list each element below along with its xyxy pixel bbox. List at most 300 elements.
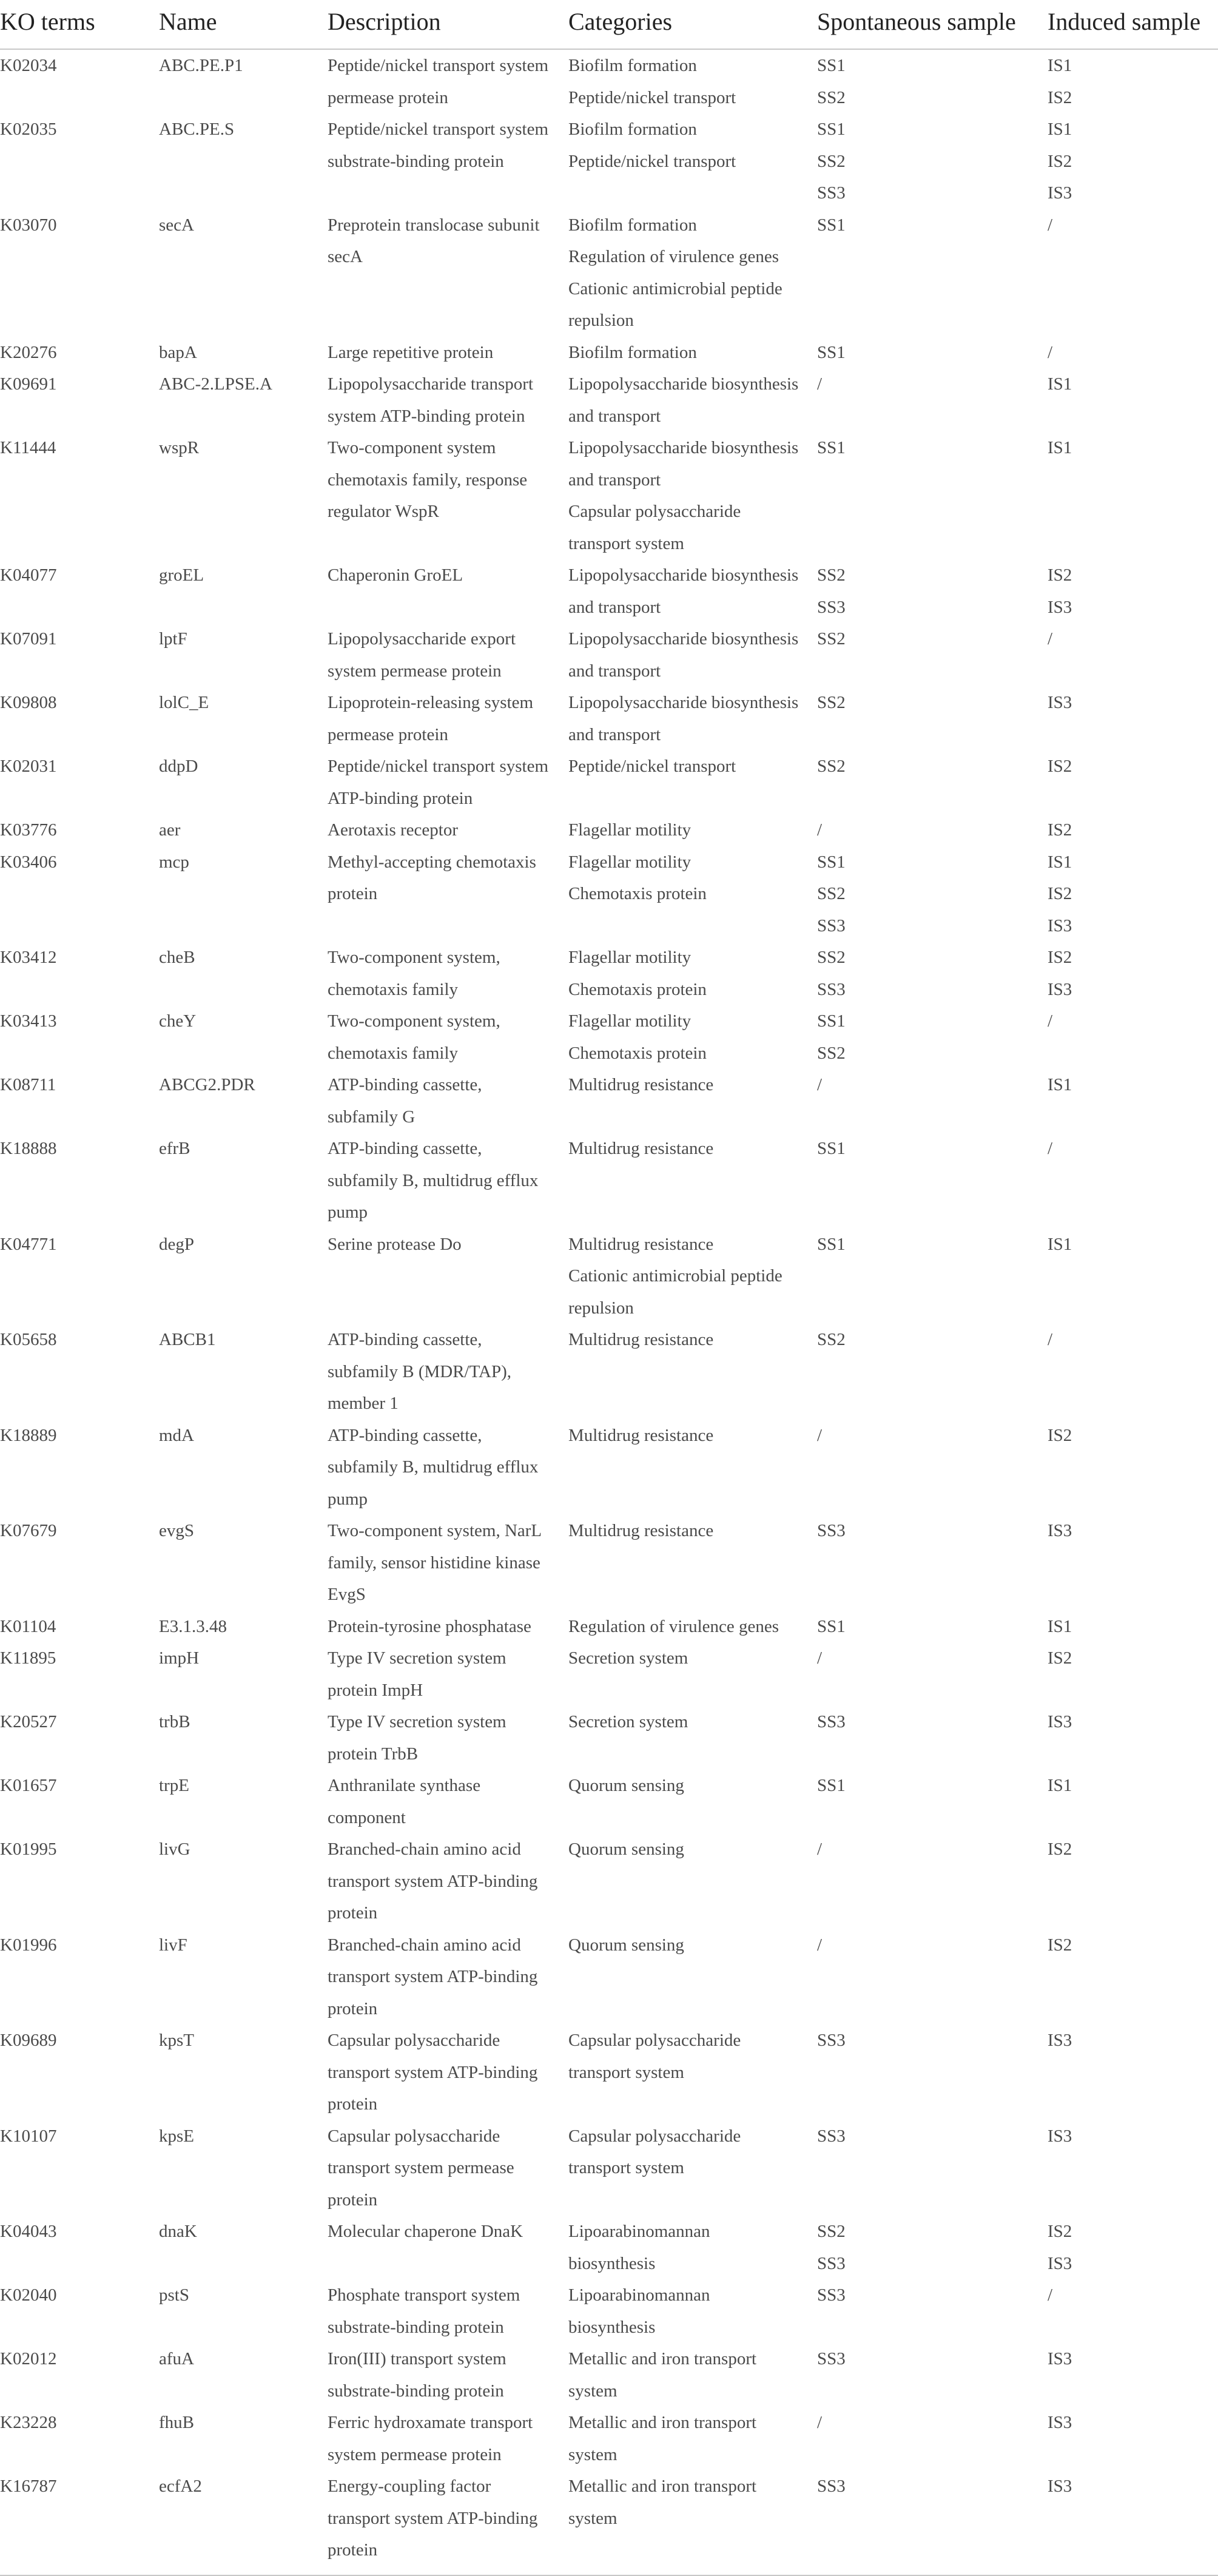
table-row (0, 1324, 1218, 1420)
cell-line: / (1048, 1330, 1053, 1349)
cell-line: Branched-chain amino acid (328, 1839, 521, 1859)
table-row (0, 1005, 1218, 1069)
cell-ko-term (0, 1069, 56, 1101)
cell-induced-sample (1048, 368, 1072, 400)
cell-line: protein ImpH (328, 1680, 423, 1700)
cell-line: / (817, 1075, 823, 1094)
cell-line: IS1 (1048, 1616, 1072, 1636)
cell-line: substrate-binding protein (328, 2381, 504, 2401)
cell-gene-name (159, 1515, 194, 1547)
cell-line: ATP-binding cassette, (328, 1075, 482, 1094)
cell-spontaneous-sample (817, 1515, 846, 1547)
cell-line: EvgS (328, 1585, 366, 1604)
cell-line: secA (159, 215, 194, 235)
cell-induced-sample (1048, 2120, 1072, 2153)
cell-line: Chemotaxis protein (568, 884, 707, 903)
cell-line: Multidrug resistance (568, 1234, 714, 1254)
cell-line: ATP-binding cassette, (328, 1425, 482, 1445)
cell-line: / (1048, 629, 1053, 649)
cell-line: Multidrug resistance (568, 1330, 714, 1349)
cell-line: K11895 (0, 1648, 56, 1668)
cell-line: permease protein (328, 724, 448, 744)
cell-line: protein (328, 2094, 378, 2114)
cell-spontaneous-sample (817, 623, 846, 655)
table-row (0, 2279, 1218, 2343)
cell-line: SS1 (817, 1011, 846, 1031)
cell-spontaneous-sample (817, 2407, 822, 2439)
cell-line: / (817, 374, 823, 394)
cell-line: K10107 (0, 2126, 57, 2146)
cell-induced-sample (1048, 1833, 1072, 1866)
cell-line: IS1 (1048, 56, 1072, 75)
cell-gene-name (159, 623, 187, 655)
cell-ko-term (0, 209, 56, 241)
cell-categories (568, 1133, 713, 1165)
cell-description (328, 814, 458, 846)
cell-ko-term (0, 559, 56, 592)
cell-line: system permease protein (328, 2444, 502, 2464)
cell-line: SS2 (817, 757, 846, 776)
cell-ko-term (0, 623, 56, 655)
cell-line: family, sensor histidine kinase (328, 1553, 540, 1573)
cell-line: biosynthesis (568, 2253, 656, 2273)
cell-categories (568, 1642, 688, 1674)
cell-line: Metallic and iron transport (568, 2413, 757, 2432)
cell-line: system (568, 2508, 617, 2528)
cell-ko-term (0, 1515, 56, 1547)
cell-line: K01657 (0, 1776, 57, 1795)
cell-line: mcp (159, 852, 189, 872)
cell-line: ABCB1 (159, 1330, 216, 1349)
cell-ko-term (0, 687, 56, 719)
cell-line: ddpD (159, 757, 198, 776)
cell-line: Multidrug resistance (568, 1521, 714, 1540)
cell-line: subfamily G (328, 1107, 416, 1127)
cell-line: K16787 (0, 2477, 57, 2496)
cell-line: K07091 (0, 629, 57, 649)
cell-line: ABC-2.LPSE.A (159, 374, 272, 394)
cell-line: and transport (568, 406, 661, 426)
cell-line: subfamily B, multidrug efflux (328, 1457, 539, 1477)
table-row (0, 2216, 1218, 2279)
cell-line: SS3 (817, 2253, 846, 2273)
cell-line: Lipoarabinomannan (568, 2222, 710, 2241)
cell-line: Protein-tyrosine phosphatase (328, 1616, 531, 1636)
cell-line: Flagellar motility (568, 820, 691, 840)
table-row (0, 1515, 1218, 1611)
cell-line: Capsular polysaccharide (568, 2126, 741, 2146)
cell-description (328, 368, 533, 432)
cell-line: SS1 (817, 120, 846, 139)
cell-ko-term (0, 2470, 56, 2503)
cell-line: pstS (159, 2285, 189, 2305)
cell-line: Lipoprotein-releasing system (328, 693, 534, 712)
cell-categories (568, 559, 798, 623)
cell-description (328, 432, 527, 528)
cell-line: IS2 (1048, 1935, 1072, 1955)
cell-line: Lipopolysaccharide biosynthesis (568, 629, 799, 649)
cell-line: IS2 (1048, 1425, 1072, 1445)
cell-line: SS1 (817, 1139, 846, 1158)
cell-line: K03413 (0, 1011, 57, 1031)
cell-ko-term (0, 1611, 56, 1643)
cell-categories (568, 2343, 756, 2407)
cell-line: SS2 (817, 693, 846, 712)
cell-gene-name (159, 432, 199, 464)
cell-line: SS2 (817, 151, 846, 171)
cell-line: SS1 (817, 56, 846, 75)
cell-line: trbB (159, 1712, 190, 1731)
cell-line: Peptide/nickel transport system (328, 120, 549, 139)
cell-line: Quorum sensing (568, 1839, 684, 1859)
cell-line: / (1048, 1139, 1053, 1158)
cell-line: IS2 (1048, 820, 1072, 840)
table-row (0, 623, 1218, 687)
cell-spontaneous-sample (817, 1229, 846, 1261)
cell-line: / (817, 1839, 823, 1859)
cell-line: protein (328, 1998, 378, 2018)
cell-line: / (817, 820, 823, 840)
cell-line: Quorum sensing (568, 1935, 684, 1955)
cell-line: protein (328, 1903, 378, 1923)
cell-line: IS3 (1048, 1521, 1072, 1540)
cell-line: Lipopolysaccharide transport (328, 374, 534, 394)
cell-ko-term (0, 2120, 56, 2153)
cell-categories (568, 750, 736, 783)
cell-line: Methyl-accepting chemotaxis (328, 852, 536, 872)
cell-line: Lipopolysaccharide biosynthesis (568, 565, 799, 585)
cell-line: SS2 (817, 87, 846, 107)
cell-induced-sample (1048, 2216, 1072, 2279)
cell-line: Regulation of virulence genes (568, 247, 779, 266)
cell-gene-name (159, 942, 195, 974)
cell-categories (568, 1069, 713, 1101)
cell-line: ATP-binding cassette, (328, 1330, 482, 1349)
cell-line: Type IV secretion system (328, 1648, 506, 1668)
cell-line: IS2 (1048, 1648, 1072, 1668)
cell-line: IS3 (1048, 2413, 1072, 2432)
cell-line: E3.1.3.48 (159, 1616, 227, 1636)
cell-spontaneous-sample (817, 846, 846, 942)
cell-ko-term (0, 1420, 56, 1452)
cell-line: component (328, 1807, 406, 1827)
cell-gene-name (159, 1005, 196, 1037)
cell-ko-term (0, 50, 56, 82)
cell-line: system permease protein (328, 661, 502, 681)
cell-line: IS2 (1048, 151, 1072, 171)
cell-spontaneous-sample (817, 1611, 846, 1643)
cell-gene-name (159, 1069, 255, 1101)
cell-categories (568, 337, 697, 369)
cell-gene-name (159, 113, 234, 146)
cell-line: K03776 (0, 820, 57, 840)
cell-line: system (568, 2381, 617, 2401)
cell-categories (568, 1005, 707, 1069)
cell-spontaneous-sample (817, 750, 846, 783)
cell-line: chemotaxis family, response (328, 470, 528, 490)
table-row (0, 2407, 1218, 2470)
cell-gene-name (159, 1833, 190, 1866)
cell-induced-sample (1048, 1770, 1072, 1802)
table-row (0, 1706, 1218, 1770)
cell-description (328, 2407, 533, 2470)
cell-spontaneous-sample (817, 687, 846, 719)
cell-line: / (1048, 342, 1053, 362)
cell-ko-term (0, 1706, 56, 1738)
cell-description (328, 50, 548, 113)
cell-line: ATP-binding protein (328, 788, 473, 808)
cell-spontaneous-sample (817, 1069, 822, 1101)
cell-categories (568, 1420, 713, 1452)
cell-description (328, 1611, 531, 1643)
cell-description (328, 1005, 500, 1069)
cell-gene-name (159, 559, 204, 592)
cell-gene-name (159, 1770, 189, 1802)
cell-line: Type IV secretion system (328, 1712, 506, 1731)
cell-spontaneous-sample (817, 2120, 846, 2153)
cell-ko-term (0, 113, 56, 146)
cell-line: cheY (159, 1011, 197, 1031)
cell-line: SS2 (817, 884, 846, 903)
cell-gene-name (159, 368, 272, 400)
cell-line: K20527 (0, 1712, 57, 1731)
cell-spontaneous-sample (817, 1833, 822, 1866)
cell-categories (568, 623, 798, 687)
cell-description (328, 1642, 506, 1706)
table-row (0, 1642, 1218, 1706)
header-ko-terms: KO terms (0, 8, 95, 35)
cell-line: IS1 (1048, 1075, 1072, 1094)
cell-gene-name (159, 2343, 194, 2375)
cell-line: / (817, 1425, 823, 1445)
header-induced-sample: Induced sample (1048, 8, 1201, 35)
cell-line: K04043 (0, 2222, 57, 2241)
cell-gene-name (159, 1420, 194, 1452)
cell-line: K11444 (0, 438, 56, 457)
cell-line: Regulation of virulence genes (568, 1616, 779, 1636)
cell-gene-name (159, 750, 198, 783)
cell-induced-sample (1048, 2343, 1072, 2375)
cell-description (328, 1706, 506, 1770)
cell-line: K07679 (0, 1521, 57, 1540)
cell-line: Multidrug resistance (568, 1075, 714, 1094)
header-categories: Categories (568, 8, 673, 35)
cell-line: Two-component system, (328, 1011, 500, 1031)
cell-line: SS3 (817, 597, 846, 617)
cell-description (328, 750, 548, 814)
cell-line: K09689 (0, 2031, 57, 2050)
cell-line: afuA (159, 2349, 194, 2369)
cell-description (328, 1929, 537, 2025)
cell-line: Capsular polysaccharide (328, 2126, 500, 2146)
cell-line: SS3 (817, 2285, 846, 2305)
cell-line: K03406 (0, 852, 57, 872)
cell-line: Chemotaxis protein (568, 1043, 707, 1063)
cell-line: SS2 (817, 629, 846, 649)
cell-line: Branched-chain amino acid (328, 1935, 521, 1955)
cell-ko-term (0, 814, 56, 846)
cell-line: mdA (159, 1425, 194, 1445)
cell-line: SS1 (817, 1234, 846, 1254)
cell-spontaneous-sample (817, 1770, 846, 1802)
cell-line: wspR (159, 438, 200, 457)
cell-line: K02034 (0, 56, 57, 75)
cell-ko-term (0, 2279, 56, 2311)
cell-gene-name (159, 337, 197, 369)
cell-line: / (1048, 1011, 1053, 1031)
table-row (0, 846, 1218, 942)
cell-line: IS3 (1048, 915, 1072, 936)
cell-line: Molecular chaperone DnaK (328, 2222, 523, 2241)
cell-spontaneous-sample (817, 1005, 846, 1069)
cell-induced-sample (1048, 2407, 1072, 2439)
table-row (0, 2470, 1218, 2566)
cell-gene-name (159, 814, 180, 846)
cell-spontaneous-sample (817, 337, 846, 369)
cell-line: IS2 (1048, 87, 1072, 107)
cell-line: fhuB (159, 2413, 194, 2432)
cell-line: bapA (159, 342, 197, 362)
cell-line: Preprotein translocase subunit (328, 215, 540, 235)
cell-line: Cationic antimicrobial peptide (568, 278, 782, 298)
cell-line: subfamily B, multidrug efflux (328, 1170, 539, 1190)
table-row (0, 50, 1218, 113)
cell-line: ATP-binding cassette, (328, 1139, 482, 1158)
cell-line: Lipopolysaccharide biosynthesis (568, 693, 799, 712)
cell-line: IS1 (1048, 374, 1072, 394)
cell-spontaneous-sample (817, 2025, 846, 2057)
cell-induced-sample (1048, 814, 1072, 846)
cell-line: and transport (568, 661, 661, 681)
cell-line: IS2 (1048, 565, 1072, 585)
cell-line: IS3 (1048, 2126, 1072, 2146)
cell-line: aer (159, 820, 181, 840)
cell-line: IS2 (1048, 757, 1072, 776)
cell-line: livF (159, 1935, 187, 1955)
cell-categories (568, 1611, 779, 1643)
cell-categories (568, 1770, 684, 1802)
table-row (0, 687, 1218, 750)
cell-line: biosynthesis (568, 2317, 656, 2337)
cell-line: substrate-binding protein (328, 151, 504, 171)
cell-line: K08711 (0, 1075, 56, 1094)
cell-ko-term (0, 942, 56, 974)
cell-line: pump (328, 1489, 368, 1509)
cell-line: chemotaxis family (328, 1043, 459, 1063)
cell-induced-sample (1048, 50, 1072, 113)
cell-spontaneous-sample (817, 2343, 846, 2375)
cell-induced-sample (1048, 337, 1052, 369)
cell-line: trpE (159, 1776, 189, 1795)
header-name: Name (159, 8, 217, 35)
cell-description (328, 113, 548, 177)
cell-line: Peptide/nickel transport system (328, 56, 549, 75)
cell-induced-sample (1048, 1324, 1052, 1356)
cell-line: Capsular polysaccharide (328, 2031, 500, 2050)
cell-line: protein (328, 2190, 378, 2210)
cell-description (328, 209, 540, 273)
cell-categories (568, 942, 707, 1005)
cell-ko-term (0, 368, 56, 400)
cell-line: transport system (568, 2062, 684, 2082)
cell-line: / (817, 2413, 823, 2432)
cell-line: K23228 (0, 2413, 57, 2432)
cell-line: transport system ATP-binding (328, 2508, 538, 2528)
cell-categories (568, 2120, 741, 2184)
cell-ko-term (0, 846, 56, 878)
cell-induced-sample (1048, 687, 1072, 719)
cell-line: IS1 (1048, 1776, 1072, 1795)
cell-line: cheB (159, 948, 195, 967)
cell-induced-sample (1048, 1929, 1072, 1961)
cell-spontaneous-sample (817, 814, 822, 846)
cell-line: efrB (159, 1139, 190, 1158)
cell-spontaneous-sample (817, 1642, 822, 1674)
cell-line: Quorum sensing (568, 1776, 684, 1795)
cell-ko-term (0, 2025, 56, 2057)
cell-induced-sample (1048, 1642, 1072, 1674)
cell-ko-term (0, 1005, 56, 1037)
cell-line: Anthranilate synthase (328, 1776, 481, 1795)
cell-induced-sample (1048, 2470, 1072, 2503)
table-row (0, 368, 1218, 432)
cell-line: K04771 (0, 1234, 57, 1254)
cell-line: livG (159, 1839, 190, 1859)
cell-induced-sample (1048, 942, 1072, 1005)
cell-line: SS1 (817, 1616, 846, 1636)
cell-description (328, 1324, 511, 1420)
cell-categories (568, 1929, 684, 1961)
cell-line: protein (328, 2540, 378, 2560)
table-row (0, 113, 1218, 209)
cell-line: Biofilm formation (568, 56, 697, 75)
cell-description (328, 2279, 520, 2343)
cell-line: Two-component system, NarL (328, 1521, 542, 1540)
cell-spontaneous-sample (817, 2279, 846, 2311)
cell-line: SS3 (817, 2126, 846, 2146)
cell-line: SS1 (817, 215, 846, 235)
cell-line: SS1 (817, 342, 846, 362)
cell-line: K01995 (0, 1839, 57, 1859)
cell-line: SS3 (817, 183, 846, 203)
cell-description (328, 1133, 538, 1229)
table-row (0, 750, 1218, 814)
cell-line: Multidrug resistance (568, 1139, 714, 1158)
cell-description (328, 1420, 538, 1516)
cell-line: K02035 (0, 120, 57, 139)
cell-line: Capsular polysaccharide (568, 502, 741, 521)
cell-line: SS1 (817, 438, 846, 457)
cell-induced-sample (1048, 2279, 1052, 2311)
cell-description (328, 2470, 537, 2566)
cell-line: K20276 (0, 342, 57, 362)
cell-line: dnaK (159, 2222, 197, 2241)
cell-gene-name (159, 2470, 202, 2503)
cell-induced-sample (1048, 623, 1052, 655)
table-row (0, 1833, 1218, 1929)
cell-induced-sample (1048, 1005, 1052, 1037)
cell-line: Iron(III) transport system (328, 2349, 506, 2369)
cell-line: repulsion (568, 1298, 634, 1318)
cell-line: Lipopolysaccharide biosynthesis (568, 438, 799, 457)
cell-line: chemotaxis family (328, 979, 459, 999)
cell-line: and transport (568, 724, 661, 744)
cell-line: Biofilm formation (568, 120, 697, 139)
cell-categories (568, 846, 707, 910)
cell-categories (568, 814, 691, 846)
cell-line: / (817, 1648, 823, 1668)
cell-line: lolC_E (159, 693, 209, 712)
